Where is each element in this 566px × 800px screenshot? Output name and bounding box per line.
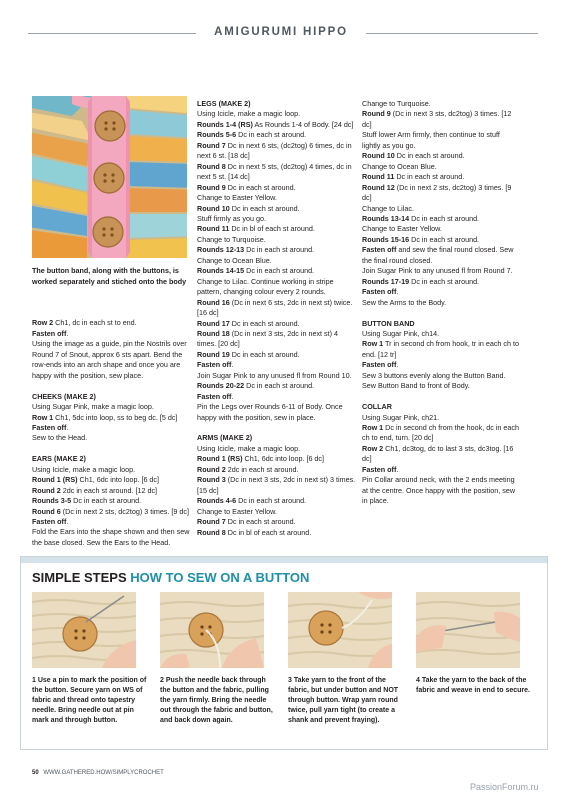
row-label: Row 1 (362, 423, 384, 433)
pattern-line (197, 528, 357, 538)
row-text: . (396, 464, 399, 474)
row-text: Change to Lilac. (362, 203, 414, 213)
pattern-line (362, 444, 520, 465)
row-label: Round 6 (32, 506, 61, 516)
pattern-line (197, 507, 357, 517)
panel-top-bar (21, 557, 547, 563)
pattern-line (197, 381, 357, 391)
pattern-line (197, 204, 357, 214)
row-text: Dc in each st around. (71, 496, 142, 506)
row-text: 2dc in each st around. [12 dc] (60, 485, 158, 495)
row-text: (Dc in next 2 sts, dc2tog) 3 times. [9 dc] (60, 506, 189, 516)
row-text: Ch1, 5dc into loop, ss to beg dc. [5 dc] (53, 412, 178, 422)
row-text: Dc in each st around. (409, 213, 480, 223)
row-text: Change to Easter Yellow. (197, 193, 277, 203)
row-text: Pin Collar around neck, with the 2 ends meeting at the centre. Once happy with the position, sew in place. (362, 475, 516, 506)
row-text: Ch1, dc in each st to end. (53, 318, 137, 328)
pattern-line (362, 298, 520, 308)
step-4-photo (416, 592, 520, 668)
row-text: Pin the Legs over Rounds 6-11 of Body. Once happy with the position, sew in place. (197, 402, 343, 422)
pattern-line (197, 183, 357, 193)
pattern-line (197, 329, 357, 350)
row-text: Dc in each st around. (229, 318, 300, 328)
step-4-number: 4 (416, 677, 420, 684)
row-text: Change to Easter Yellow. (197, 506, 277, 516)
row-label: Round 2 (197, 464, 226, 474)
row-text: Dc in next 6 sts, (dc2tog) 6 times, dc in next 6 st. [18 dc] (197, 140, 352, 161)
pattern-column-3 (362, 99, 520, 507)
row-text: Using Icicle, make a magic loop. (197, 109, 301, 119)
row-text: Change to Turquoise. (362, 99, 431, 108)
row-label: Round 12 (362, 182, 395, 192)
row-text: Change to Turquoise. (197, 234, 266, 244)
pattern-line (362, 235, 520, 245)
pattern-line (362, 162, 520, 172)
pattern-line (197, 360, 357, 370)
pattern-line (362, 224, 520, 234)
pattern-line (362, 475, 520, 506)
row-label: Row 1 (32, 412, 54, 422)
pattern-line (197, 444, 357, 454)
row-text: Dc in second ch from the hook, dc in each ch to end, turn. [20 dc] (362, 423, 520, 443)
row-text: (Dc in next 3 sts, 2dc in next st) 3 times. [15 dc] (197, 475, 356, 495)
row-text: Stuff firmly as you go. (197, 213, 266, 223)
row-text: . (396, 360, 399, 370)
pattern-line (197, 235, 357, 245)
row-label: Round 11 (197, 224, 230, 234)
row-text: . (66, 517, 69, 527)
pattern-line (197, 465, 357, 475)
pattern-line (197, 224, 357, 234)
steps-title-subject: HOW TO SEW ON A BUTTON (130, 570, 310, 585)
row-label: Fasten off (32, 517, 67, 527)
row-text: Ch1, 6dc into loop. [6 dc] (242, 454, 325, 464)
pattern-line (362, 130, 520, 151)
row-label: Round 7 (197, 140, 226, 150)
pattern-line (197, 371, 357, 381)
row-label: Rounds 17-19 (362, 276, 410, 286)
row-label: Round 10 (362, 151, 395, 161)
pattern-line (32, 496, 192, 506)
section-heading: EARS (MAKE 2) (32, 454, 86, 464)
row-text: Dc in each st around. (236, 130, 307, 140)
row-text: Fold the Ears into the shape shown and then sew the base closed. Sew the Ears to the Head. (32, 527, 190, 547)
step-2-number: 2 (160, 677, 164, 684)
pattern-line (32, 413, 192, 423)
row-label: Row 2 (32, 318, 54, 328)
pattern-line (32, 486, 192, 496)
row-text: Sew 3 buttons evenly along the Button Band. Sew Button Band to front of Body. (362, 370, 506, 391)
row-text: (Dc in next 6 sts, 2dc in next st) twice. [16 dc] (197, 297, 353, 318)
pattern-line (197, 350, 357, 360)
footer-url[interactable]: WWW.GATHERED.HOW/SIMPLYCROCHET (43, 770, 164, 776)
row-label: Fasten off (32, 422, 67, 432)
row-label: Rounds 3-5 (32, 496, 72, 506)
pattern-line (362, 214, 520, 224)
row-label: Round 10 (197, 203, 230, 213)
row-label: Fasten off (197, 360, 232, 370)
watermark: PassionForum.ru (470, 782, 539, 792)
row-text: Dc in each st around. (229, 203, 300, 213)
pattern-line (362, 245, 520, 266)
pattern-line (197, 454, 357, 464)
pattern-line (362, 371, 520, 392)
row-label: Rounds 20-22 (197, 381, 245, 391)
row-label: Round 18 (197, 328, 230, 338)
pattern-line (362, 360, 520, 370)
row-label: Rounds 1-4 (RS) (197, 119, 253, 129)
row-text: . (66, 422, 69, 432)
section-heading: COLLAR (362, 402, 392, 412)
row-text: Dc in next 5 sts, (dc2tog) 4 times, dc in next 5 st. [14 dc] (197, 161, 352, 182)
pattern-line (197, 256, 357, 266)
row-text: and sew the final round closed. Sew the final round closed. (362, 245, 514, 265)
row-label: Rounds 12-13 (197, 245, 245, 255)
row-text: Change to Ocean Blue. (197, 255, 272, 265)
step-1-text (32, 676, 150, 726)
section-heading: CHEEKS (MAKE 2) (32, 391, 96, 401)
pattern-line (197, 319, 357, 329)
pattern-line (197, 214, 357, 224)
row-label: Rounds 13-14 (362, 213, 410, 223)
step-1-number: 1 (32, 677, 36, 684)
row-label: Fasten off (362, 360, 397, 370)
row-text: Using Sugar Pink, make a magic loop. (32, 402, 154, 412)
step-3-description: Take yarn to the front of the fabric, but under button and NOT through button. Wrap yarn round twice, pull yarn tight (to create a shank and prevent fraying). (288, 677, 399, 724)
step-2-text (160, 676, 278, 726)
spacer (197, 423, 357, 433)
section-heading: LEGS (MAKE 2) (197, 99, 251, 108)
row-text: Dc in bl of each st around. (229, 224, 315, 234)
pattern-line (32, 318, 192, 328)
row-text: Ch1, dc3tog, dc to last 3 sts, dc3tog. [16 dc] (362, 443, 514, 464)
row-label: Round 1 (RS) (32, 475, 78, 485)
header-rule-right (366, 33, 538, 34)
pattern-line (197, 109, 357, 119)
row-text: 2dc in each st around. (225, 464, 299, 474)
pattern-line (197, 402, 357, 423)
pattern-line (32, 339, 192, 381)
row-text: Using Sugar Pink, ch14. (362, 328, 440, 338)
row-text: Dc in each st around. (409, 234, 480, 244)
pattern-line (362, 329, 520, 339)
row-label: Fasten off (362, 287, 397, 297)
step-4-description: Take the yarn to the back of the fabric and weave in end to secure. (416, 677, 530, 694)
row-text: Sew to the Head. (32, 433, 88, 443)
row-label: Round 1 (RS) (197, 454, 243, 464)
page-header (0, 24, 566, 44)
step-1-description: Use a pin to mark the position of the button. Secure yarn on WS of fabric and thread onto tapestry needle. Bring needle out at pin mark and through button. (32, 677, 147, 724)
row-label: Round 7 (197, 517, 226, 527)
pattern-line (362, 99, 520, 109)
row-text: Dc in each st around. (244, 266, 315, 276)
pattern-line (32, 475, 192, 485)
row-text: Join Sugar Pink to any unused fl from Round 10. (197, 370, 352, 380)
section-heading: ARMS (MAKE 2) (197, 433, 253, 443)
row-text: Dc in each st around. (394, 172, 465, 182)
page-footer (32, 770, 164, 776)
pattern-line (197, 517, 357, 527)
pattern-line (32, 465, 192, 475)
row-text: Change to Ocean Blue. (362, 161, 437, 171)
header-title: AMIGURUMI HIPPO (214, 26, 348, 38)
row-label: Round 3 (197, 475, 226, 485)
spacer (362, 308, 520, 318)
row-label: Fasten off (197, 391, 232, 401)
pattern-line (197, 392, 357, 402)
pattern-line (362, 151, 520, 161)
pattern-line (197, 245, 357, 255)
pattern-line (197, 193, 357, 203)
row-label: Rounds 15-16 (362, 234, 410, 244)
row-text: Dc in each st around. (409, 276, 480, 286)
row-label: Round 2 (32, 485, 61, 495)
pattern-line (362, 413, 520, 423)
pattern-line (32, 527, 192, 548)
row-label: Row 2 (362, 443, 384, 453)
row-text: Using Sugar Pink, ch21. (362, 412, 440, 422)
pattern-line (362, 287, 520, 297)
pattern-column-2 (197, 99, 357, 538)
row-label: Round 9 (197, 182, 226, 192)
pattern-line (362, 172, 520, 182)
pattern-line (32, 423, 192, 433)
pattern-line (32, 507, 192, 517)
row-label: Round 8 (197, 527, 226, 537)
row-text: Dc in each st around. (229, 349, 300, 359)
hippo-button-band-photo (32, 96, 187, 258)
spacer (32, 444, 192, 454)
pattern-line (197, 141, 357, 162)
pattern-column-1 (32, 308, 192, 548)
spacer (362, 392, 520, 402)
pattern-line (362, 423, 520, 444)
row-text: (Dc in next 3 sts, 2dc in next st) 4 times. [20 dc] (197, 328, 339, 349)
pattern-line (197, 130, 357, 140)
steps-title-label: SIMPLE STEPS (32, 570, 127, 585)
row-text: Ch1, 6dc into loop. [6 dc] (77, 475, 160, 485)
row-text: Sew the Arms to the Body. (362, 297, 447, 307)
row-text: Using Icicle, make a magic loop. (32, 464, 136, 474)
step-2-photo (160, 592, 264, 668)
pattern-line (32, 329, 192, 339)
row-label: Round 11 (362, 172, 395, 182)
spacer (32, 308, 192, 318)
row-text: . (231, 391, 234, 401)
pattern-line (32, 402, 192, 412)
row-text: (Dc in next 3 sts, dc2tog) 3 times. [12 dc] (362, 109, 512, 129)
step-4-text (416, 676, 534, 696)
row-text: . (66, 328, 69, 338)
page-number: 50 (32, 770, 39, 776)
row-text: Change to Easter Yellow. (362, 224, 442, 234)
row-text: Dc in each st around. (225, 517, 296, 527)
row-label: Round 8 (197, 161, 226, 171)
row-label: Rounds 5-6 (197, 130, 237, 140)
row-text: Dc in each st around. (225, 182, 296, 192)
step-3-photo (288, 592, 392, 668)
row-label: Round 19 (197, 349, 230, 359)
step-1-photo (32, 592, 136, 668)
row-label: Fasten off (32, 328, 67, 338)
row-text: As Rounds 1-4 of Body. [24 dc] (252, 119, 354, 129)
pattern-line (197, 475, 357, 496)
pattern-line (197, 496, 357, 506)
photo-caption: The button band, along with the buttons, is worked separately and stiched onto the body (32, 266, 187, 286)
row-label: Fasten off (362, 245, 397, 255)
pattern-line (362, 266, 520, 276)
step-3-text (288, 676, 406, 726)
row-label: Rounds 4-6 (197, 496, 237, 506)
row-text: Dc in bl of each st around. (225, 527, 312, 537)
row-text: Stuff lower Arm firmly, then continue to stuff lightly as you go. (362, 130, 500, 150)
pattern-line (197, 277, 357, 298)
row-text: (Dc in next 2 sts, dc2tog) 3 times. [9 dc] (362, 182, 512, 203)
row-label: Round 9 (362, 109, 391, 119)
header-rule-left (28, 33, 196, 34)
pattern-line (362, 339, 520, 360)
row-text: Using the image as a guide, pin the Nostrils over Round 7 of Snout, approx 6 sts apart. Bend the row-ends into an arch shape and once you are happy with the position, sew place. (32, 339, 187, 380)
row-text: . (231, 360, 234, 370)
row-text: Tr in second ch from hook, tr in each ch to end. [12 tr] (362, 339, 520, 359)
pattern-line (362, 204, 520, 214)
pattern-line (362, 183, 520, 204)
row-text: Dc in each st around. (244, 245, 315, 255)
row-label: Rounds 14-15 (197, 266, 245, 276)
row-text: Join Sugar Pink to any unused fl from Round 7. (362, 266, 513, 276)
pattern-line (197, 120, 357, 130)
pattern-line (362, 465, 520, 475)
pattern-line (197, 298, 357, 319)
pattern-line (32, 517, 192, 527)
row-text: Dc in each st around. (244, 381, 315, 391)
pattern-line (197, 162, 357, 183)
spacer (32, 381, 192, 391)
pattern-line (362, 109, 520, 130)
step-2-description: Push the needle back through the button and the fabric, pulling the yarn firmly. Bring the needle out through the fabric and button, and back down again. (160, 677, 273, 724)
row-text: Dc in each st around. (236, 496, 307, 506)
row-label: Row 1 (362, 339, 384, 349)
row-label: Fasten off (362, 464, 397, 474)
pattern-line (362, 277, 520, 287)
row-text: . (396, 287, 399, 297)
row-label: Round 16 (197, 297, 230, 307)
row-text: Using Icicle, make a magic loop. (197, 443, 301, 453)
row-text: Change to Lilac. Continue working in stripe pattern, changing colour every 2 rounds. (197, 276, 334, 297)
step-3-number: 3 (288, 677, 292, 684)
pattern-line (197, 266, 357, 276)
pattern-line (32, 433, 192, 443)
section-heading: BUTTON BAND (362, 318, 415, 328)
row-label: Round 17 (197, 318, 230, 328)
simple-steps-title (32, 570, 309, 585)
row-text: Dc in each st around. (394, 151, 465, 161)
